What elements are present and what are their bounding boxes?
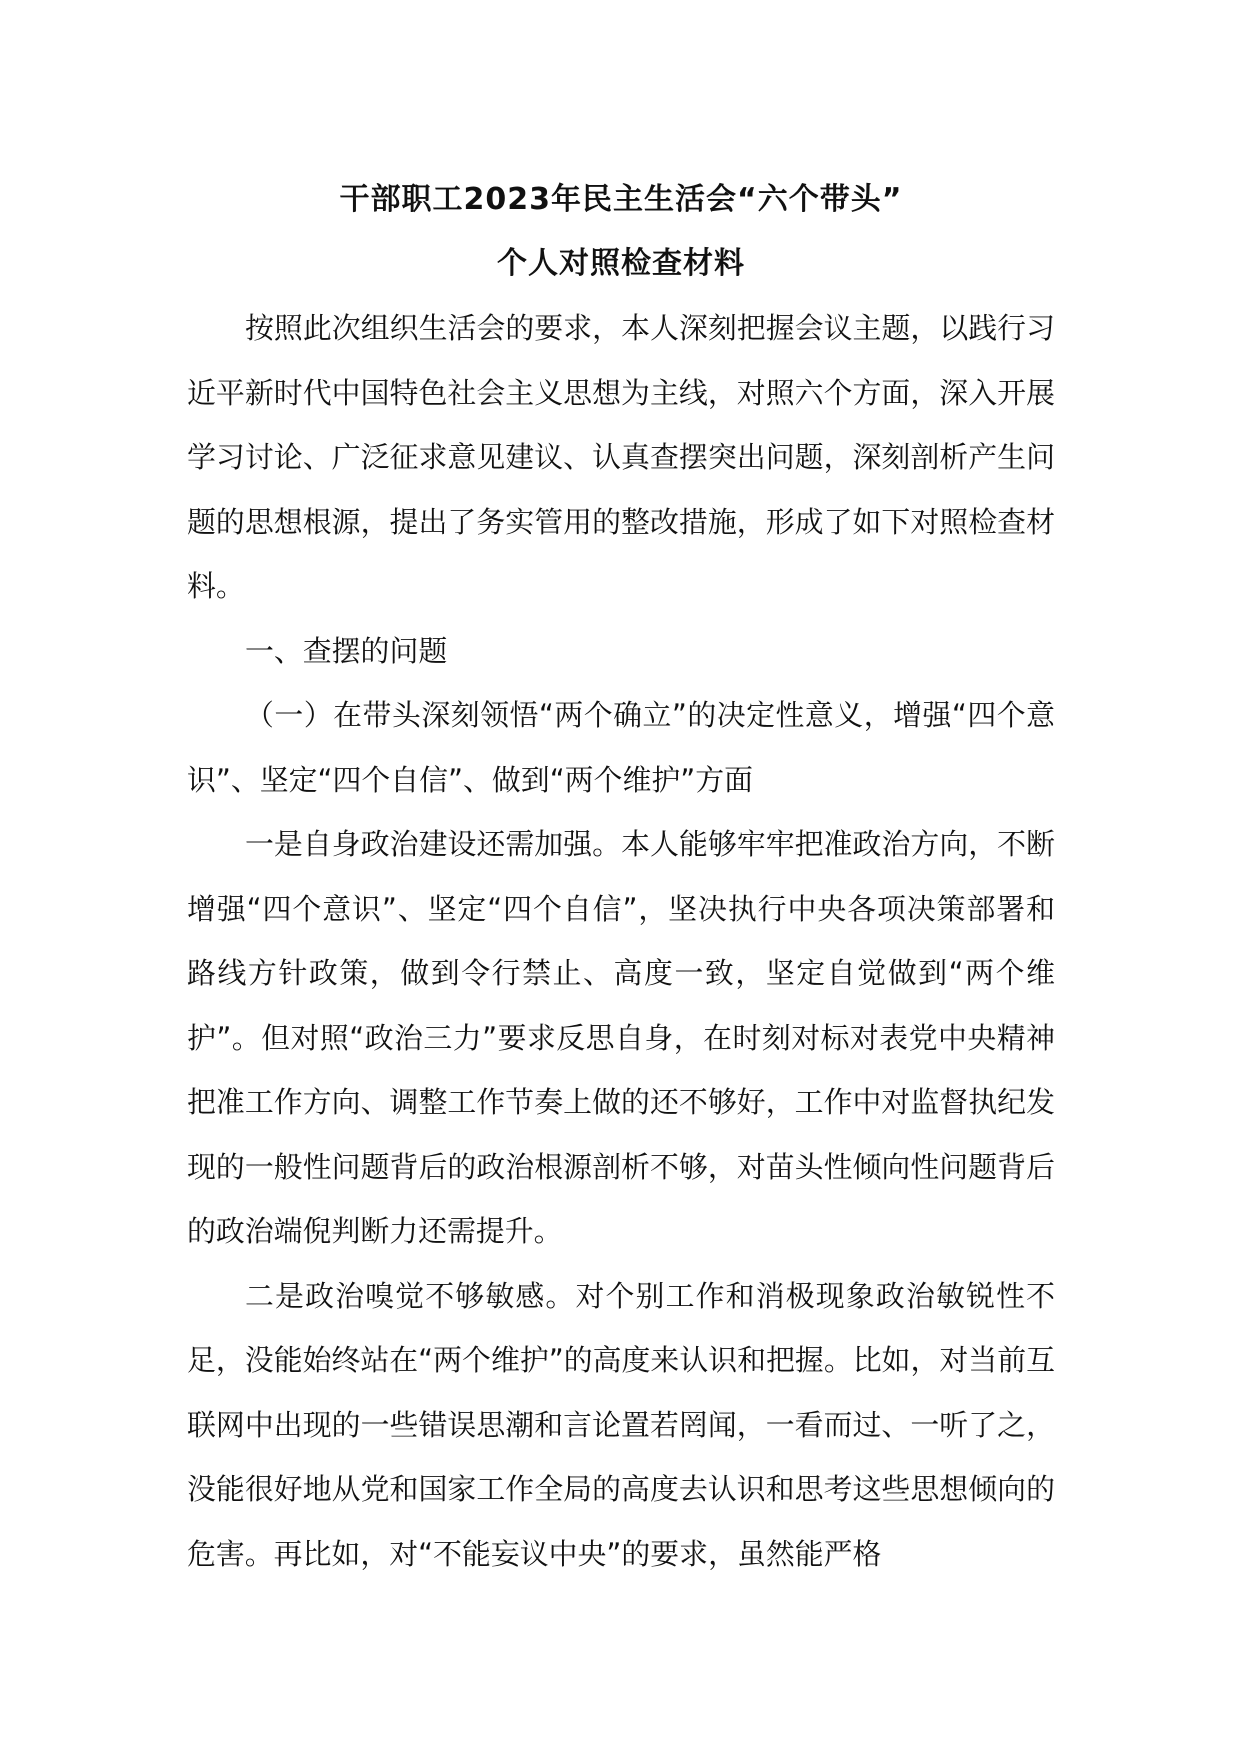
point-paragraph-2: 二是政治嗅觉不够敏感。对个别工作和消极现象政治敏锐性不足，没能始终站在“两个维护”的高度来认识和把握。比如，对当前互联网中出现的一些错误思潮和言论置若罔闻，一看而过、一听了之，没能很好地从党和国家工作全局的高度去认识和思考这些思想倾向的危害。再比如，对“不能妄议中央”的要求，虽然能严格 (187, 1278, 1055, 1571)
subsection-heading: （一）在带头深刻领悟“两个确立”的决定性意义，增强“四个意识”、坚定“四个自信”、做到“两个维护”方面 (187, 698, 1055, 797)
intro-paragraph: 按照此次组织生活会的要求，本人深刻把握会议主题，以践行习近平新时代中国特色社会主义思想为主线，对照六个方面，深入开展学习讨论、广泛征求意见建议、认真查摆突出问题，深刻剖析产生问题的思想根源，提出了务实管用的整改措施，形成了如下对照检查材料。 (187, 311, 1055, 603)
document-title-line-2: 个人对照检查材料 (497, 246, 745, 281)
document-title-line-1: 干部职工2023年民主生活会“六个带头” (339, 182, 903, 217)
point-paragraph-1: 一是自身政治建设还需加强。本人能够牢牢把准政治方向，不断增强“四个意识”、坚定“四个自信”，坚决执行中央各项决策部署和路线方针政策，做到令行禁止、高度一致，坚定自觉做到“两个维护”。但对照“政治三力”要求反思自身，在时刻对标对表党中央精神把准工作方向、调整工作节奏上做的还不够好，工作中对监督执纪发现的一般性问题背后的政治根源剖析不够，对苗头性倾向性问题背后的政治端倪判断力还需提升。 (187, 827, 1055, 1248)
section-heading: 一、查摆的问题 (245, 633, 448, 668)
document-body (187, 168, 1055, 1586)
